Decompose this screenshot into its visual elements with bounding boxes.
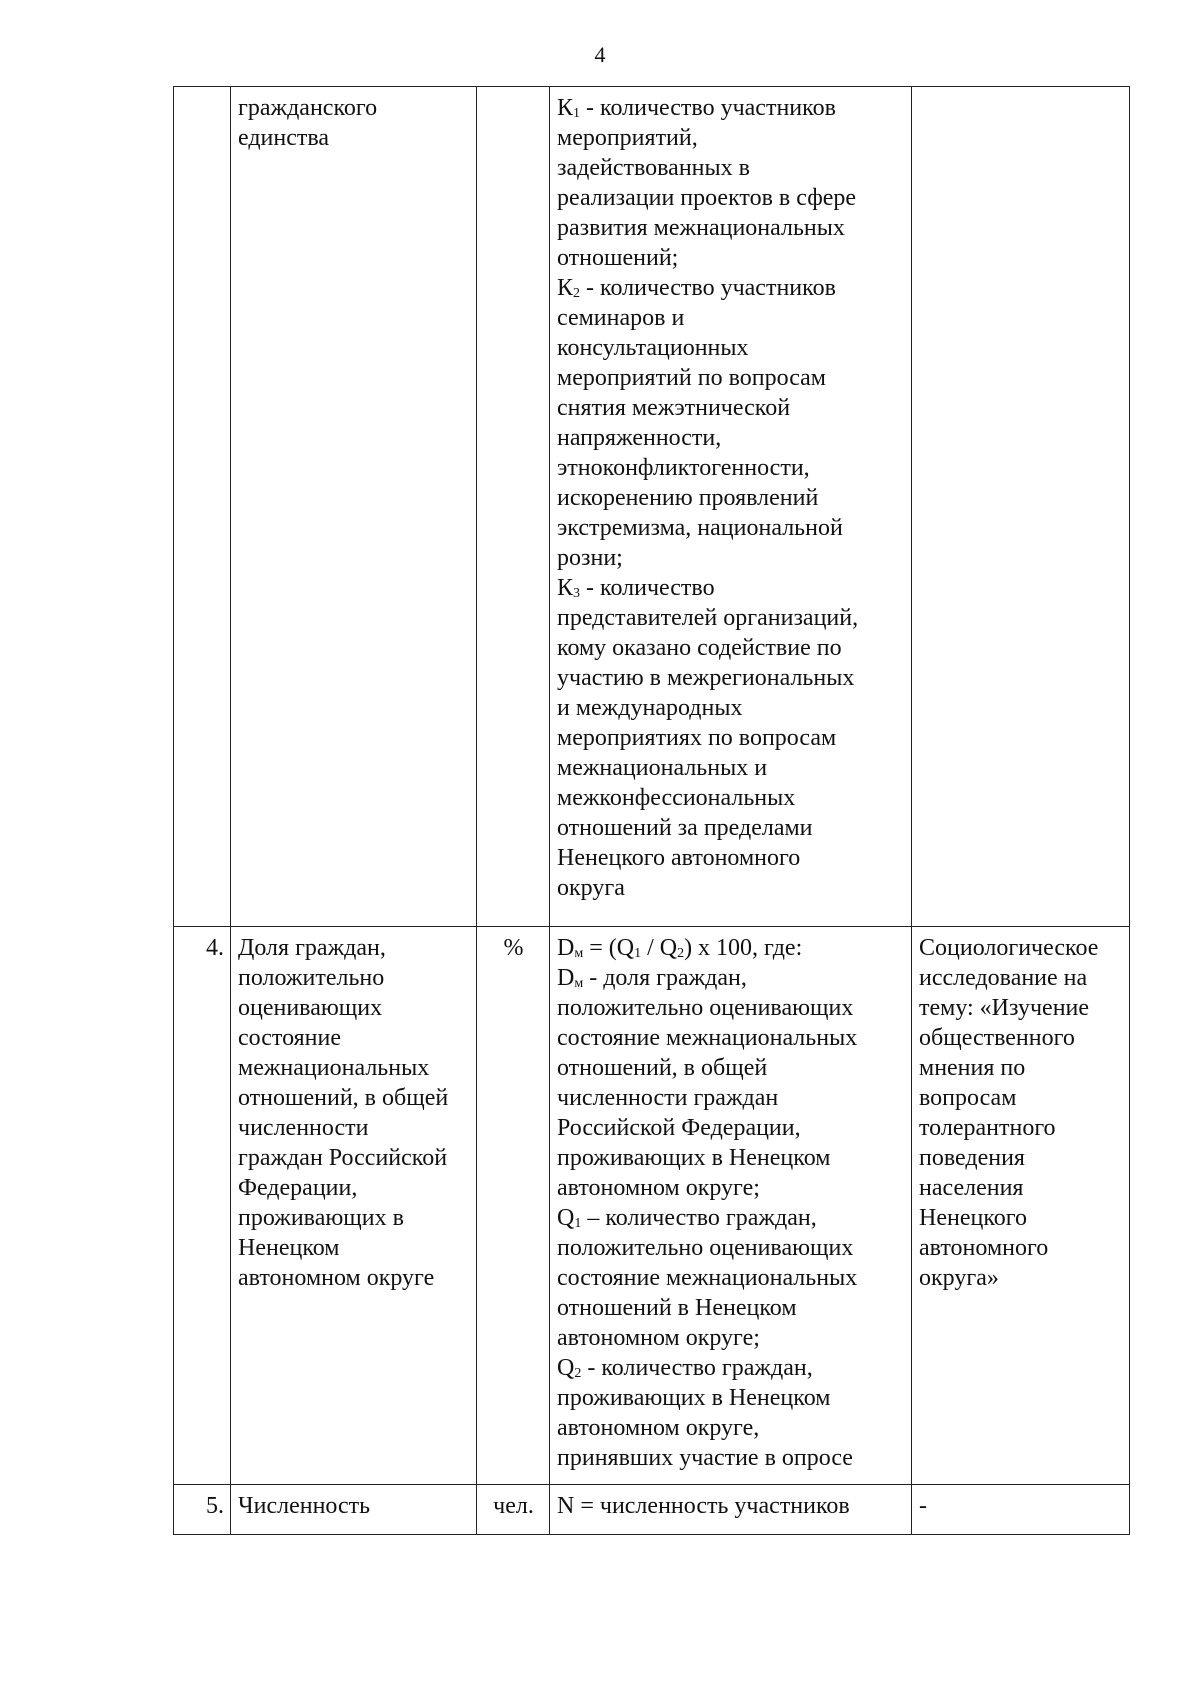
indicator-name-cell: Доля граждан, положительно оценивающих состояние межнациональных отношений, в общей численности граждан Российской Федерации, проживающих в Ненецком автономном округе	[231, 927, 477, 1485]
formula-line: $К_1$ - количество участников	[557, 95, 836, 121]
formula-line: $D_м$ - доля граждан,	[557, 965, 747, 991]
formula-cell: $К_1$ - количество участников мероприятий, задействованных в реализации проектов в сфере развития межнациональных отношений; $К_2$ - количество участников семинаров и консультационных мероприятий по вопросам снятия межэтнической напряженности, этноконфликтогенности, искоренению проявлений экстремизма, национальной розни; $К_3$ - количество представителей организаций, кому оказано содействие по участию в межрегиональных и международных мероприятиях по вопросам межнациональных и межконфессиональных отношений за пределами Ненецкого автономного округа	[550, 87, 912, 927]
row-number-cell: 5.	[174, 1485, 231, 1535]
formula-line: $К_2$ - количество участников	[557, 275, 836, 301]
formula-cell: N = численность участников	[550, 1485, 912, 1535]
page-number: 4	[594, 42, 606, 67]
source-cell: Социологическое исследование на тему: «Изучение общественного мнения по вопросам толерантного поведения населения Ненецкого автономного округа»	[912, 927, 1130, 1485]
unit-cell	[477, 87, 550, 927]
row-number-cell	[174, 87, 231, 927]
source-cell: -	[912, 1485, 1130, 1535]
formula-line: $Q_2$ - количество граждан,	[557, 1355, 813, 1381]
unit-cell: чел.	[477, 1485, 550, 1535]
formula-cell: $D_м = (Q_1 / Q_2)$ x 100, где: $D_м$ - доля граждан, положительно оценивающих состояние межнациональных отношений, в общей численности граждан Российской Федерации, проживающих в Ненецком автономном округе; $Q_1$ – количество граждан, положительно оценивающих состояние межнациональных отношений в Ненецком автономном округе; $Q_2$ - количество граждан, проживающих в Ненецком автономном округе, принявших участие в опросе	[550, 927, 912, 1485]
table-row	[174, 87, 1130, 927]
table-row	[174, 1485, 1130, 1535]
indicator-name-cell: Численность	[231, 1485, 477, 1535]
row-number-cell: 4.	[174, 927, 231, 1485]
table-row	[174, 927, 1130, 1485]
formula-line: $Q_1$ – количество граждан,	[557, 1205, 817, 1231]
unit-cell: %	[477, 927, 550, 1485]
source-cell	[912, 87, 1130, 927]
indicators-table	[173, 86, 1130, 1535]
indicator-name-cell: гражданского единства	[231, 87, 477, 927]
formula-line: $D_м = (Q_1 / Q_2)$ x 100, где:	[557, 935, 803, 961]
formula-line: $К_3$ - количество	[557, 575, 715, 601]
